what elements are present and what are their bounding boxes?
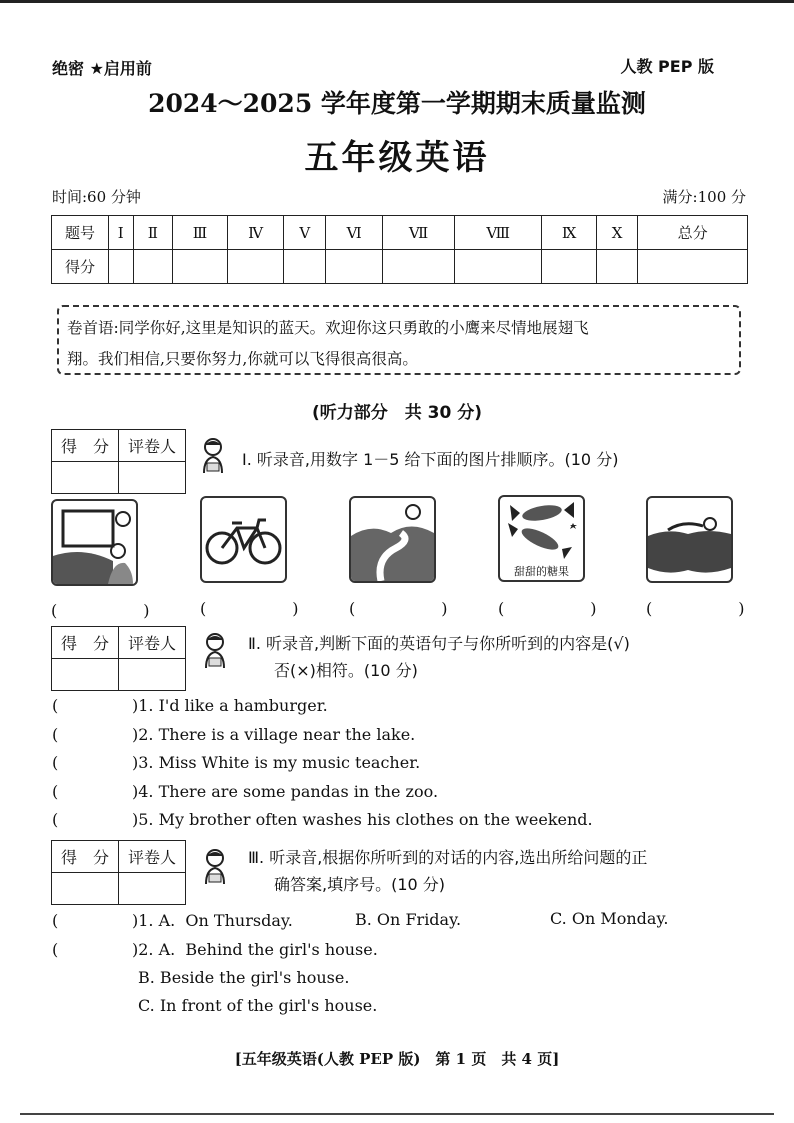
answer-blank-open[interactable]: ( <box>52 940 59 959</box>
score-cell[interactable] <box>173 250 228 284</box>
score-row <box>52 250 748 284</box>
grader-score-label: 得 分 <box>52 841 119 873</box>
section3-q2-option-c: C. In front of the girl's house. <box>138 996 378 1015</box>
answer-blank-open[interactable]: ( <box>52 696 59 715</box>
section3-q1-option-b: B. On Friday. <box>355 910 462 929</box>
bicycle-icon <box>202 498 285 581</box>
section3-instruction-line-1: Ⅲ. 听录音,根据你所听到的对话的内容,选出所给问题的正 <box>248 848 648 867</box>
column-2: Ⅱ <box>133 216 173 250</box>
swimming-picture <box>646 496 733 583</box>
grader-box-3 <box>51 840 186 905</box>
answer-blank-open[interactable]: ( <box>52 753 59 772</box>
exam-title: 2024～2025 学年度第一学期期末质量监测 <box>148 89 646 118</box>
section2-instruction-line-2: 否(×)相符。(10 分) <box>274 661 418 680</box>
time-limit: 时间:60 分钟 <box>52 188 141 206</box>
candy-caption: 甜甜的糖果 <box>514 565 569 578</box>
column-total: 总分 <box>638 216 748 250</box>
section2-item-2: ( )2. There is a village near the lake. <box>52 725 416 744</box>
preface-line-2: 翔。我们相信,只要你努力,你就可以飞得很高很高。 <box>67 350 418 368</box>
score-cell[interactable] <box>638 250 748 284</box>
section2-item-5: ( )5. My brother often washes his clothes on the weekend. <box>52 810 593 829</box>
picture-5-answer[interactable]: ( ) <box>646 599 763 618</box>
score-table <box>51 215 748 284</box>
option-a: A. On Thursday. <box>158 911 293 930</box>
section3-q1-option-c: C. On Monday. <box>550 909 669 928</box>
river-village-icon <box>351 498 434 581</box>
question-number-label: 题号 <box>52 216 109 250</box>
section2-item-1: ( )1. I'd like a hamburger. <box>52 696 328 715</box>
student-icon <box>200 848 230 886</box>
score-cell[interactable] <box>455 250 542 284</box>
grader-box-1 <box>51 429 186 494</box>
column-5: Ⅴ <box>284 216 326 250</box>
student-icon <box>200 632 230 670</box>
section2-item-3: ( )3. Miss White is my music teacher. <box>52 753 421 772</box>
grader-score-label: 得 分 <box>52 430 119 462</box>
score-cell[interactable] <box>542 250 597 284</box>
score-cell[interactable] <box>284 250 326 284</box>
answer-blank-open[interactable]: ( <box>52 911 59 930</box>
score-cell[interactable] <box>596 250 637 284</box>
answer-blank-open[interactable]: ( <box>52 782 59 801</box>
candy-picture <box>498 495 585 582</box>
bottom-border <box>20 1113 774 1115</box>
bicycle-picture <box>200 496 287 583</box>
swimming-icon <box>648 498 731 581</box>
question-number-row <box>52 216 748 250</box>
column-1: Ⅰ <box>109 216 134 250</box>
grader-reviewer-cell[interactable] <box>119 462 186 494</box>
grader-reviewer-label: 评卷人 <box>119 430 186 462</box>
section2-instruction-line-1: Ⅱ. 听录音,判断下面的英语句子与你所听到的内容是(√) <box>248 634 630 653</box>
column-6: Ⅵ <box>326 216 383 250</box>
score-cell[interactable] <box>227 250 284 284</box>
preface-line-1: 卷首语:同学你好,这里是知识的蓝天。欢迎你这只勇敢的小鹰来尽情地展翅飞 <box>67 319 589 337</box>
listening-heading: (听力部分 共 30 分) <box>311 403 483 423</box>
section3-q2-option-b: B. Beside the girl's house. <box>138 968 350 987</box>
section3-question-2: ( )2. A. Behind the girl's house. <box>52 940 378 959</box>
grader-reviewer-cell[interactable] <box>119 873 186 905</box>
preface-box <box>57 305 741 375</box>
grader-score-cell[interactable] <box>52 873 119 905</box>
score-cell[interactable] <box>326 250 383 284</box>
score-cell[interactable] <box>133 250 173 284</box>
answer-blank-open[interactable]: ( <box>52 810 59 829</box>
section3-instruction-line-2: 确答案,填序号。(10 分) <box>274 875 446 894</box>
section1-instruction: Ⅰ. 听录音,用数字 1－5 给下面的图片排顺序。(10 分) <box>242 450 619 469</box>
exam-subtitle: 五年级英语 <box>304 138 490 178</box>
option-a: A. Behind the girl's house. <box>158 940 378 959</box>
grader-reviewer-label: 评卷人 <box>119 841 186 873</box>
picture-1-answer[interactable]: ( ) <box>51 601 168 620</box>
grader-score-cell[interactable] <box>52 462 119 494</box>
student-icon <box>198 437 228 475</box>
section3-question-1: ( )1. A. On Thursday. <box>52 911 293 930</box>
tv-watching-icon <box>53 501 136 584</box>
column-4: Ⅳ <box>227 216 284 250</box>
section2-item-4: ( )4. There are some pandas in the zoo. <box>52 782 439 801</box>
river-village-picture <box>349 496 436 583</box>
grader-score-label: 得 分 <box>52 627 119 659</box>
grader-score-cell[interactable] <box>52 659 119 691</box>
column-8: Ⅷ <box>455 216 542 250</box>
picture-2-answer[interactable]: ( ) <box>200 599 317 618</box>
grader-reviewer-cell[interactable] <box>119 659 186 691</box>
score-cell[interactable] <box>383 250 455 284</box>
top-border <box>0 0 794 3</box>
picture-3-answer[interactable]: ( ) <box>349 599 466 618</box>
column-7: Ⅶ <box>383 216 455 250</box>
grader-reviewer-label: 评卷人 <box>119 627 186 659</box>
candy-icon <box>500 497 583 561</box>
grader-box-2 <box>51 626 186 691</box>
column-10: Ⅹ <box>596 216 637 250</box>
score-cell[interactable] <box>109 250 134 284</box>
answer-blank-open[interactable]: ( <box>52 725 59 744</box>
full-score: 满分:100 分 <box>662 188 746 206</box>
edition-label: 人教 PEP 版 <box>620 57 714 76</box>
column-3: Ⅲ <box>173 216 228 250</box>
column-9: Ⅸ <box>542 216 597 250</box>
score-label: 得分 <box>52 250 109 284</box>
confidential-label: 绝密 ★启用前 <box>52 59 152 78</box>
page-footer: [五年级英语(人教 PEP 版) 第 1 页 共 4 页] <box>234 1050 560 1068</box>
tv-watching-picture <box>51 499 138 586</box>
picture-4-answer[interactable]: ( ) <box>498 599 615 618</box>
